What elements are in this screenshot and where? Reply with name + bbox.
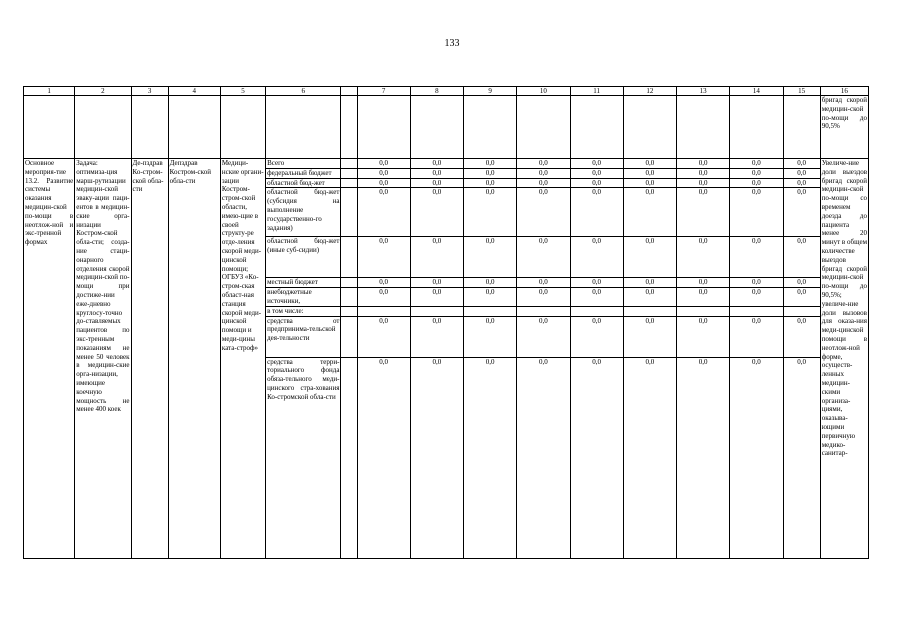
funding-value: 0,0 bbox=[357, 316, 410, 357]
funding-value bbox=[677, 306, 730, 316]
funding-value bbox=[517, 306, 570, 316]
funding-value: 0,0 bbox=[410, 288, 463, 307]
funding-value: 0,0 bbox=[677, 168, 730, 178]
empty-cell bbox=[410, 96, 463, 159]
funding-value: 0,0 bbox=[783, 316, 820, 357]
funding-value: 0,0 bbox=[410, 357, 463, 558]
funding-value: 0,0 bbox=[517, 316, 570, 357]
funding-value: 0,0 bbox=[464, 288, 517, 307]
funding-value bbox=[357, 306, 410, 316]
empty-cell bbox=[341, 178, 357, 188]
funding-value: 0,0 bbox=[623, 357, 676, 558]
funding-value: 0,0 bbox=[464, 357, 517, 558]
funding-value: 0,0 bbox=[570, 288, 623, 307]
funding-value: 0,0 bbox=[570, 159, 623, 169]
column-number: 9 bbox=[464, 87, 517, 96]
funding-value: 0,0 bbox=[410, 159, 463, 169]
funding-value: 0,0 bbox=[517, 278, 570, 288]
funding-value: 0,0 bbox=[783, 278, 820, 288]
funding-value: 0,0 bbox=[730, 278, 783, 288]
empty-cell bbox=[341, 188, 357, 237]
table-body bbox=[24, 87, 869, 559]
funding-source: внебюджетные источники, bbox=[266, 288, 341, 307]
funding-value: 0,0 bbox=[783, 357, 820, 558]
funding-value: 0,0 bbox=[677, 178, 730, 188]
column-number-row bbox=[24, 87, 869, 96]
empty-cell bbox=[341, 168, 357, 178]
funding-value bbox=[623, 306, 676, 316]
funding-value: 0,0 bbox=[677, 357, 730, 558]
funding-source: областной бюд-жет bbox=[266, 178, 341, 188]
funding-source: в том числе: bbox=[266, 306, 341, 316]
column-number: 8 bbox=[410, 87, 463, 96]
empty-cell bbox=[783, 96, 820, 159]
funding-value: 0,0 bbox=[623, 188, 676, 237]
empty-cell bbox=[341, 278, 357, 288]
empty-cell bbox=[341, 316, 357, 357]
funding-value: 0,0 bbox=[517, 188, 570, 237]
funding-value: 0,0 bbox=[623, 159, 676, 169]
funding-value: 0,0 bbox=[464, 316, 517, 357]
funding-value: 0,0 bbox=[730, 168, 783, 178]
funding-value: 0,0 bbox=[517, 159, 570, 169]
funding-value: 0,0 bbox=[730, 178, 783, 188]
funding-source: средства терри-ториального фонда обяза-тельного меди-цинского стра-хования Ко-стромской обла-сти bbox=[266, 357, 341, 558]
column-number: 7 bbox=[357, 87, 410, 96]
funding-value: 0,0 bbox=[783, 178, 820, 188]
funding-value: 0,0 bbox=[357, 168, 410, 178]
funding-value: 0,0 bbox=[623, 316, 676, 357]
column-number bbox=[341, 87, 357, 96]
funding-source: областной бюд-жет (иные суб-сидии) bbox=[266, 237, 341, 278]
column-number: 12 bbox=[623, 87, 676, 96]
funding-value: 0,0 bbox=[677, 188, 730, 237]
continuation-text: бригад скорой медицин-ской по-мощи до 90,5% bbox=[820, 96, 868, 159]
column-number: 1 bbox=[24, 87, 75, 96]
empty-cell bbox=[357, 96, 410, 159]
empty-cell bbox=[464, 96, 517, 159]
funding-value: 0,0 bbox=[517, 168, 570, 178]
funding-value: 0,0 bbox=[357, 159, 410, 169]
funding-value: 0,0 bbox=[357, 357, 410, 558]
funding-value: 0,0 bbox=[783, 237, 820, 278]
funding-value: 0,0 bbox=[570, 237, 623, 278]
page-number: 133 bbox=[444, 38, 460, 49]
column-number: 16 bbox=[820, 87, 868, 96]
activity-task: Задача: оптимиза-ция марш-рутизации медицин-ской эваку-ации паци-ентов в медицин-ские орга-низации Костром-ской обла-сти; созда-ние стаци-онарного отделения скорой медицин-ской по-мощи при достиже-нии еже-дневно круглосу-точно до-ставляемых пациентов по экс-тренным показаниям не менее 50 человек в медицин-ские орга-низации, имеющие коечную мощность не менее 400 коек bbox=[75, 159, 131, 559]
funding-value: 0,0 bbox=[783, 188, 820, 237]
funding-value: 0,0 bbox=[623, 237, 676, 278]
funding-value bbox=[410, 306, 463, 316]
column-number: 15 bbox=[783, 87, 820, 96]
expected-result: Увеличе-ние доли выездов бригад скорой медицин-ской по-мощи со временем доезда до пациента менее 20 минут в общем количестве выездов бригад скорой медицин-ской по-мощи до 90,5%; увеличе-ние доли вызовов для оказа-ния меди-цинской помощи в неотлож-ной форме, осуществ-ленных медицин-скими организа-циями, оказыва-ющими первичную медико-санитар- bbox=[820, 159, 868, 559]
funding-value: 0,0 bbox=[410, 168, 463, 178]
column-number: 5 bbox=[220, 87, 265, 96]
funding-value bbox=[783, 306, 820, 316]
funding-value bbox=[730, 306, 783, 316]
funding-value: 0,0 bbox=[357, 288, 410, 307]
funding-value bbox=[464, 306, 517, 316]
funding-value: 0,0 bbox=[730, 316, 783, 357]
continuation-row bbox=[24, 96, 869, 159]
column-number: 11 bbox=[570, 87, 623, 96]
empty-cell bbox=[220, 96, 265, 159]
empty-cell bbox=[131, 96, 168, 159]
responsible-executor: Де-пздрав Ко-стром-ской обла-сти bbox=[131, 159, 168, 559]
funding-value: 0,0 bbox=[410, 316, 463, 357]
column-number: 4 bbox=[168, 87, 220, 96]
empty-cell bbox=[341, 96, 357, 159]
funding-value: 0,0 bbox=[570, 188, 623, 237]
funding-value: 0,0 bbox=[677, 159, 730, 169]
empty-cell bbox=[266, 96, 341, 159]
empty-cell bbox=[341, 159, 357, 169]
empty-cell bbox=[168, 96, 220, 159]
funding-value: 0,0 bbox=[464, 178, 517, 188]
empty-cell bbox=[75, 96, 131, 159]
funding-value: 0,0 bbox=[357, 278, 410, 288]
funding-source: Всего bbox=[266, 159, 341, 169]
funding-value: 0,0 bbox=[677, 316, 730, 357]
funding-value: 0,0 bbox=[570, 178, 623, 188]
funding-value: 0,0 bbox=[517, 357, 570, 558]
empty-cell bbox=[517, 96, 570, 159]
funding-value: 0,0 bbox=[517, 288, 570, 307]
funding-source: местный бюджет bbox=[266, 278, 341, 288]
empty-cell bbox=[341, 306, 357, 316]
empty-cell bbox=[341, 288, 357, 307]
funding-value: 0,0 bbox=[730, 357, 783, 558]
funding-value bbox=[570, 306, 623, 316]
funding-value: 0,0 bbox=[623, 278, 676, 288]
empty-cell bbox=[341, 237, 357, 278]
funding-value: 0,0 bbox=[730, 288, 783, 307]
funding-value: 0,0 bbox=[410, 178, 463, 188]
empty-cell bbox=[570, 96, 623, 159]
funding-value: 0,0 bbox=[464, 278, 517, 288]
funding-source: областной бюд-жет (субсидия на выполнение государственно-го задания) bbox=[266, 188, 341, 237]
column-number: 3 bbox=[131, 87, 168, 96]
funding-value: 0,0 bbox=[623, 168, 676, 178]
funding-value: 0,0 bbox=[464, 237, 517, 278]
funding-value: 0,0 bbox=[570, 168, 623, 178]
funding-value: 0,0 bbox=[677, 278, 730, 288]
co-executor: Депздрав Костром-ской обла-сти bbox=[168, 159, 220, 559]
column-number: 10 bbox=[517, 87, 570, 96]
funding-value: 0,0 bbox=[410, 188, 463, 237]
funding-row bbox=[24, 159, 869, 169]
funding-value: 0,0 bbox=[623, 288, 676, 307]
empty-cell bbox=[24, 96, 75, 159]
funding-value: 0,0 bbox=[570, 316, 623, 357]
empty-cell bbox=[730, 96, 783, 159]
funding-value: 0,0 bbox=[570, 357, 623, 558]
funding-value: 0,0 bbox=[730, 188, 783, 237]
column-number: 6 bbox=[266, 87, 341, 96]
funding-value: 0,0 bbox=[410, 278, 463, 288]
empty-cell bbox=[341, 357, 357, 558]
empty-cell bbox=[623, 96, 676, 159]
funding-source: федеральный бюджет bbox=[266, 168, 341, 178]
funding-source: средства от предпринима-тельской дея-тельности bbox=[266, 316, 341, 357]
funding-value: 0,0 bbox=[623, 178, 676, 188]
funding-value: 0,0 bbox=[410, 237, 463, 278]
column-number: 13 bbox=[677, 87, 730, 96]
funding-value: 0,0 bbox=[677, 288, 730, 307]
funding-value: 0,0 bbox=[357, 178, 410, 188]
funding-value: 0,0 bbox=[783, 168, 820, 178]
funding-value: 0,0 bbox=[570, 278, 623, 288]
funding-value: 0,0 bbox=[517, 237, 570, 278]
funding-value: 0,0 bbox=[464, 168, 517, 178]
funding-value: 0,0 bbox=[357, 188, 410, 237]
funding-value: 0,0 bbox=[730, 159, 783, 169]
empty-cell bbox=[677, 96, 730, 159]
activity-title: Основное мероприя-тие 13.2. Развитие системы оказания медицин-ской по-мощи в неотлож-ной и экс-тренной формах bbox=[24, 159, 75, 559]
funding-value: 0,0 bbox=[357, 237, 410, 278]
funding-value: 0,0 bbox=[730, 237, 783, 278]
funding-value: 0,0 bbox=[677, 237, 730, 278]
funding-value: 0,0 bbox=[783, 159, 820, 169]
funding-value: 0,0 bbox=[464, 159, 517, 169]
column-number: 2 bbox=[75, 87, 131, 96]
column-number: 14 bbox=[730, 87, 783, 96]
participants: Медици-нские органи-зации Костром-стром-ской области, имею-щие в своей структу-ре отде-ления скорой меди-цинской помощи; ОГБУЗ «Ко-стром-ская област-ная станция скорой меди-цинской помощи и меди-цины ката-строф» bbox=[220, 159, 265, 559]
program-activity-table bbox=[23, 86, 869, 559]
funding-value: 0,0 bbox=[517, 178, 570, 188]
funding-value: 0,0 bbox=[464, 188, 517, 237]
funding-value: 0,0 bbox=[783, 288, 820, 307]
